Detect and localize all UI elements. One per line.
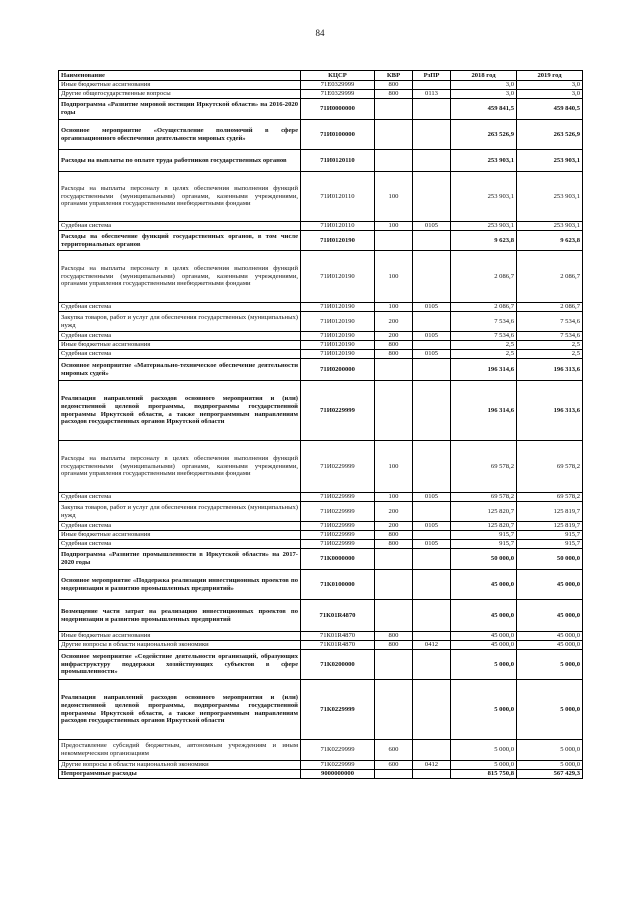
- cell-kcsr: 71И0229999: [301, 540, 375, 549]
- cell-kcsr: 71И0200000: [301, 359, 375, 381]
- cell-name: Расходы на обеспечение функций государственных органов, в том числе территориальных органов: [59, 231, 301, 251]
- cell-2019: 263 526,9: [517, 120, 583, 150]
- table-row: [59, 120, 583, 150]
- cell-2019: 196 313,6: [517, 381, 583, 441]
- cell-rzpr: 0105: [413, 222, 451, 231]
- cell-kcsr: 71К01R4870: [301, 632, 375, 641]
- cell-name: Расходы на выплаты по оплате труда работников государственных органов: [59, 150, 301, 172]
- cell-2018: 253 903,1: [451, 150, 517, 172]
- cell-name: Непрограммные расходы: [59, 770, 301, 779]
- cell-name: Закупка товаров, работ и услуг для обеспечения государственных (муниципальных) нужд: [59, 502, 301, 522]
- cell-2018: 2,5: [451, 341, 517, 350]
- cell-kvr: 800: [375, 641, 413, 650]
- cell-2018: 45 000,0: [451, 641, 517, 650]
- cell-2018: 5 000,0: [451, 650, 517, 680]
- cell-kvr: 100: [375, 222, 413, 231]
- cell-name: Судебная система: [59, 332, 301, 341]
- cell-rzpr: [413, 441, 451, 493]
- cell-kcsr: 71И0120190: [301, 350, 375, 359]
- col-header-name: Наименование: [59, 71, 301, 81]
- cell-2019: 253 903,1: [517, 150, 583, 172]
- table-row: [59, 650, 583, 680]
- cell-kcsr: 71И0229999: [301, 522, 375, 531]
- cell-kcsr: 71И0120190: [301, 332, 375, 341]
- cell-kvr: [375, 770, 413, 779]
- cell-rzpr: [413, 81, 451, 90]
- cell-2018: 69 578,2: [451, 493, 517, 502]
- cell-2019: 915,7: [517, 540, 583, 549]
- cell-kvr: [375, 381, 413, 441]
- cell-kvr: [375, 120, 413, 150]
- cell-kcsr: 71К0100000: [301, 570, 375, 600]
- cell-kvr: 800: [375, 90, 413, 99]
- cell-name: Другие общегосударственные вопросы: [59, 90, 301, 99]
- cell-rzpr: 0105: [413, 540, 451, 549]
- cell-2018: 9 623,8: [451, 231, 517, 251]
- table-row: [59, 312, 583, 332]
- cell-rzpr: [413, 650, 451, 680]
- cell-name: Расходы на выплаты персоналу в целях обеспечения выполнения функций государственными (муниципальными) органами, казенными учреждениями, органами управления государственными внебюджетными фондами: [59, 441, 301, 493]
- cell-kcsr: 71И0120110: [301, 172, 375, 222]
- table-row: [59, 549, 583, 570]
- table-row: [59, 172, 583, 222]
- cell-2019: 459 840,5: [517, 99, 583, 120]
- cell-name: Судебная система: [59, 303, 301, 312]
- col-header-kvr: КВР: [375, 71, 413, 81]
- cell-rzpr: 0105: [413, 332, 451, 341]
- cell-kvr: 800: [375, 341, 413, 350]
- cell-kvr: 100: [375, 303, 413, 312]
- cell-2019: 2,5: [517, 350, 583, 359]
- cell-kvr: 200: [375, 332, 413, 341]
- cell-rzpr: [413, 502, 451, 522]
- cell-rzpr: 0113: [413, 90, 451, 99]
- col-header-2019: 2019 год: [517, 71, 583, 81]
- table-row: [59, 531, 583, 540]
- cell-name: Судебная система: [59, 493, 301, 502]
- cell-rzpr: [413, 632, 451, 641]
- cell-kvr: [375, 650, 413, 680]
- table-row: [59, 222, 583, 231]
- cell-name: Другие вопросы в области национальной экономики: [59, 761, 301, 770]
- cell-2018: 459 841,5: [451, 99, 517, 120]
- col-header-kcsr: КЦСР: [301, 71, 375, 81]
- table-row: [59, 600, 583, 632]
- cell-2018: 253 903,1: [451, 222, 517, 231]
- cell-2019: 50 000,0: [517, 549, 583, 570]
- cell-2018: 69 578,2: [451, 441, 517, 493]
- cell-rzpr: [413, 570, 451, 600]
- cell-rzpr: 0412: [413, 641, 451, 650]
- cell-kcsr: 71К0229999: [301, 761, 375, 770]
- cell-rzpr: [413, 150, 451, 172]
- cell-rzpr: [413, 251, 451, 303]
- table-row: [59, 641, 583, 650]
- table-row: [59, 150, 583, 172]
- cell-kcsr: 71И0120190: [301, 303, 375, 312]
- cell-2019: 196 313,6: [517, 359, 583, 381]
- cell-kcsr: 71И0100000: [301, 120, 375, 150]
- cell-2018: 45 000,0: [451, 632, 517, 641]
- table-row: [59, 761, 583, 770]
- cell-kcsr: 71И0229999: [301, 441, 375, 493]
- cell-name: Предоставление субсидий бюджетным, автономным учреждениям и иным некоммерческим организациям: [59, 740, 301, 761]
- cell-rzpr: [413, 740, 451, 761]
- cell-kcsr: 71К01R4870: [301, 641, 375, 650]
- cell-kcsr: 71Е0329999: [301, 90, 375, 99]
- cell-kvr: 200: [375, 312, 413, 332]
- cell-2019: 567 429,3: [517, 770, 583, 779]
- cell-kcsr: 71И0120190: [301, 251, 375, 303]
- cell-rzpr: 0105: [413, 493, 451, 502]
- table-row: [59, 303, 583, 312]
- table-row: [59, 81, 583, 90]
- cell-2018: 5 000,0: [451, 761, 517, 770]
- cell-2018: 915,7: [451, 531, 517, 540]
- cell-name: Основное мероприятие «Осуществление полномочий в сфере организационного обеспечения деятельности мировых судей»: [59, 120, 301, 150]
- cell-kvr: 100: [375, 441, 413, 493]
- cell-2019: 2,5: [517, 341, 583, 350]
- cell-kcsr: 71И0120190: [301, 312, 375, 332]
- cell-2019: 5 000,0: [517, 761, 583, 770]
- cell-2018: 125 820,7: [451, 502, 517, 522]
- cell-kvr: 200: [375, 522, 413, 531]
- cell-kcsr: 9000000000: [301, 770, 375, 779]
- cell-kvr: [375, 680, 413, 740]
- cell-kvr: 200: [375, 502, 413, 522]
- cell-2018: 3,0: [451, 90, 517, 99]
- table-row: [59, 90, 583, 99]
- cell-kcsr: 71И0120110: [301, 150, 375, 172]
- cell-kvr: 800: [375, 540, 413, 549]
- cell-kcsr: 71И0120190: [301, 231, 375, 251]
- table-row: [59, 251, 583, 303]
- cell-rzpr: 0105: [413, 522, 451, 531]
- cell-2019: 69 578,2: [517, 441, 583, 493]
- cell-2019: 915,7: [517, 531, 583, 540]
- table-header-row: [59, 71, 583, 81]
- cell-name: Судебная система: [59, 540, 301, 549]
- cell-kvr: 800: [375, 632, 413, 641]
- table-row: [59, 332, 583, 341]
- cell-kvr: [375, 549, 413, 570]
- cell-name: Расходы на выплаты персоналу в целях обеспечения выполнения функций государственными (муниципальными) органами, казенными учреждениями, органами управления государственными внебюджетными фондами: [59, 251, 301, 303]
- cell-name: Подпрограмма «Развитие мировой юстиции Иркутской области» на 2016-2020 годы: [59, 99, 301, 120]
- table-row: [59, 99, 583, 120]
- cell-2019: 2 086,7: [517, 251, 583, 303]
- cell-kcsr: 71Е0329999: [301, 81, 375, 90]
- table-row: [59, 522, 583, 531]
- cell-name: Реализация направлений расходов основного мероприятия и (или) ведомственной целевой программы, подпрограммы государственной программы Иркутской области, а также непрограммным направлениям расходов государственных органов Иркутской области: [59, 381, 301, 441]
- cell-2018: 5 000,0: [451, 680, 517, 740]
- cell-2018: 50 000,0: [451, 549, 517, 570]
- table-row: [59, 570, 583, 600]
- cell-kcsr: 71И0120110: [301, 222, 375, 231]
- table-row: [59, 770, 583, 779]
- table-body: [59, 81, 583, 779]
- cell-name: Основное мероприятие «Поддержка реализации инвестиционных проектов по модернизации и развитию промышленных предприятий»: [59, 570, 301, 600]
- cell-2019: 253 903,1: [517, 172, 583, 222]
- cell-rzpr: [413, 770, 451, 779]
- cell-name: Другие вопросы в области национальной экономики: [59, 641, 301, 650]
- cell-name: Основное мероприятие «Содействие деятельности организаций, образующих инфраструктуру поддержки хозяйствующих субъектов в сфере промышленности»: [59, 650, 301, 680]
- cell-2018: 45 000,0: [451, 570, 517, 600]
- cell-2019: 125 819,7: [517, 522, 583, 531]
- cell-rzpr: [413, 359, 451, 381]
- cell-name: Иные бюджетные ассигнования: [59, 341, 301, 350]
- cell-2019: 7 534,6: [517, 312, 583, 332]
- cell-name: Иные бюджетные ассигнования: [59, 531, 301, 540]
- cell-2019: 125 819,7: [517, 502, 583, 522]
- cell-2019: 9 623,8: [517, 231, 583, 251]
- table-row: [59, 341, 583, 350]
- cell-2018: 815 750,8: [451, 770, 517, 779]
- cell-2019: 69 578,2: [517, 493, 583, 502]
- cell-name: Судебная система: [59, 522, 301, 531]
- table-row: [59, 502, 583, 522]
- cell-rzpr: [413, 172, 451, 222]
- cell-rzpr: [413, 600, 451, 632]
- cell-kvr: 600: [375, 761, 413, 770]
- cell-kvr: 100: [375, 493, 413, 502]
- cell-kcsr: 71К0229999: [301, 680, 375, 740]
- cell-2019: 5 000,0: [517, 740, 583, 761]
- table-row: [59, 493, 583, 502]
- cell-kcsr: 71К0229999: [301, 740, 375, 761]
- cell-rzpr: 0105: [413, 350, 451, 359]
- table-row: [59, 632, 583, 641]
- table-row: [59, 231, 583, 251]
- cell-2018: 5 000,0: [451, 740, 517, 761]
- table-row: [59, 441, 583, 493]
- cell-kcsr: 71И0000000: [301, 99, 375, 120]
- table-row: [59, 740, 583, 761]
- cell-2019: 7 534,6: [517, 332, 583, 341]
- cell-kvr: [375, 359, 413, 381]
- table-row: [59, 680, 583, 740]
- cell-kvr: 800: [375, 81, 413, 90]
- cell-rzpr: [413, 341, 451, 350]
- cell-2018: 3,0: [451, 81, 517, 90]
- cell-name: Судебная система: [59, 350, 301, 359]
- cell-kvr: 800: [375, 531, 413, 540]
- cell-name: Подпрограмма «Развитие промышленности в Иркутской области» на 2017-2020 годы: [59, 549, 301, 570]
- cell-kvr: 100: [375, 172, 413, 222]
- cell-rzpr: [413, 680, 451, 740]
- cell-rzpr: [413, 120, 451, 150]
- cell-kvr: [375, 570, 413, 600]
- table-row: [59, 359, 583, 381]
- cell-2018: 125 820,7: [451, 522, 517, 531]
- cell-name: Реализация направлений расходов основного мероприятия и (или) ведомственной целевой программы, подпрограммы государственной программы Иркутской области, а также непрограммным направлениям расходов государственных органов Иркутской области: [59, 680, 301, 740]
- cell-kcsr: 71И0229999: [301, 531, 375, 540]
- cell-name: Иные бюджетные ассигнования: [59, 632, 301, 641]
- table-row: [59, 540, 583, 549]
- cell-rzpr: 0412: [413, 761, 451, 770]
- cell-kcsr: 71И0229999: [301, 502, 375, 522]
- cell-2018: 196 314,6: [451, 381, 517, 441]
- cell-rzpr: [413, 99, 451, 120]
- cell-kcsr: 71К0000000: [301, 549, 375, 570]
- col-header-2018: 2018 год: [451, 71, 517, 81]
- cell-2018: 915,7: [451, 540, 517, 549]
- cell-name: Основное мероприятие «Материально-техническое обеспечение деятельности мировых судей»: [59, 359, 301, 381]
- cell-rzpr: [413, 231, 451, 251]
- cell-2019: 45 000,0: [517, 600, 583, 632]
- page-number: 84: [315, 28, 325, 38]
- cell-kvr: [375, 600, 413, 632]
- cell-2019: 3,0: [517, 90, 583, 99]
- cell-2018: 196 314,6: [451, 359, 517, 381]
- cell-kcsr: 71И0229999: [301, 381, 375, 441]
- budget-table: [58, 70, 583, 779]
- cell-name: Возмещение части затрат на реализацию инвестиционных проектов по модернизации и развитию промышленных предприятий: [59, 600, 301, 632]
- cell-2018: 2,5: [451, 350, 517, 359]
- cell-name: Судебная система: [59, 222, 301, 231]
- cell-kvr: 600: [375, 740, 413, 761]
- cell-2019: 5 000,0: [517, 680, 583, 740]
- cell-kvr: [375, 99, 413, 120]
- cell-rzpr: [413, 381, 451, 441]
- cell-2019: 45 000,0: [517, 570, 583, 600]
- cell-2018: 7 534,6: [451, 332, 517, 341]
- col-header-rzpr: РзПР: [413, 71, 451, 81]
- cell-kvr: 100: [375, 251, 413, 303]
- cell-rzpr: 0105: [413, 303, 451, 312]
- cell-2018: 45 000,0: [451, 600, 517, 632]
- cell-kcsr: 71К01R4870: [301, 600, 375, 632]
- cell-2019: 253 903,1: [517, 222, 583, 231]
- cell-kvr: 800: [375, 350, 413, 359]
- cell-2019: 2 086,7: [517, 303, 583, 312]
- table-row: [59, 381, 583, 441]
- cell-2018: 2 086,7: [451, 251, 517, 303]
- cell-2018: 253 903,1: [451, 172, 517, 222]
- cell-2019: 3,0: [517, 81, 583, 90]
- cell-rzpr: [413, 312, 451, 332]
- cell-kcsr: 71И0120190: [301, 341, 375, 350]
- cell-rzpr: [413, 549, 451, 570]
- cell-name: Расходы на выплаты персоналу в целях обеспечения выполнения функций государственными (муниципальными) органами, казенными учреждениями, органами управления государственными внебюджетными фондами: [59, 172, 301, 222]
- cell-kcsr: 71К0200000: [301, 650, 375, 680]
- cell-kcsr: 71И0229999: [301, 493, 375, 502]
- cell-2018: 263 526,9: [451, 120, 517, 150]
- cell-2019: 5 000,0: [517, 650, 583, 680]
- cell-kvr: [375, 231, 413, 251]
- cell-name: Иные бюджетные ассигнования: [59, 81, 301, 90]
- cell-rzpr: [413, 531, 451, 540]
- cell-name: Закупка товаров, работ и услуг для обеспечения государственных (муниципальных) нужд: [59, 312, 301, 332]
- cell-2018: 7 534,6: [451, 312, 517, 332]
- cell-2019: 45 000,0: [517, 641, 583, 650]
- cell-2018: 2 086,7: [451, 303, 517, 312]
- cell-2019: 45 000,0: [517, 632, 583, 641]
- cell-kvr: [375, 150, 413, 172]
- table-row: [59, 350, 583, 359]
